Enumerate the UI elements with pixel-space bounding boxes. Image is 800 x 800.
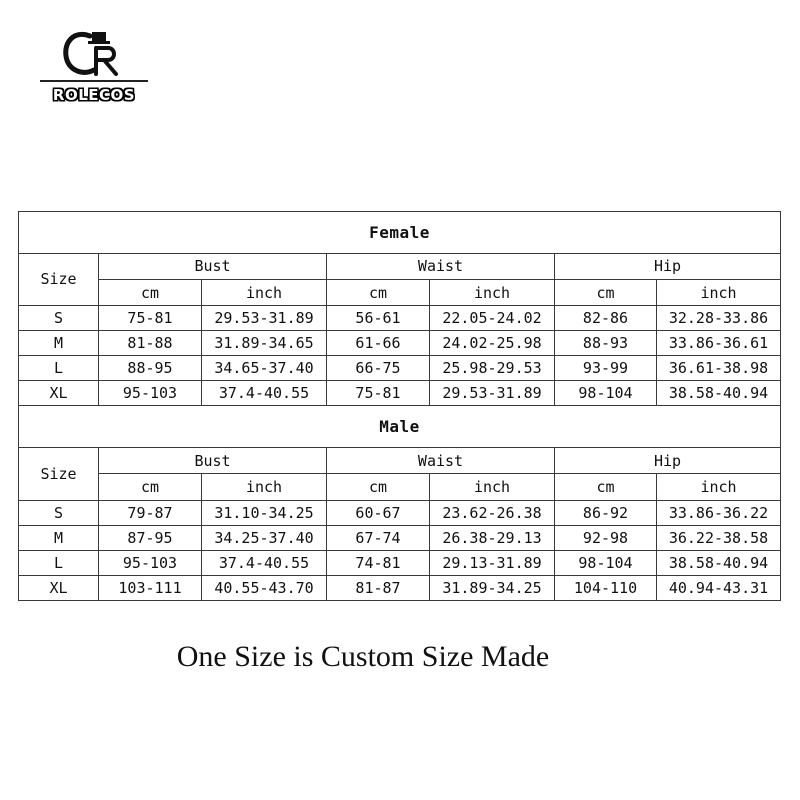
table-cell: 81-87: [327, 575, 430, 600]
table-cell: 87-95: [99, 525, 202, 550]
table-cell: 66-75: [327, 356, 430, 381]
table-cell: 95-103: [99, 550, 202, 575]
table-cell: 61-66: [327, 331, 430, 356]
group-header-bust: Bust: [99, 448, 327, 474]
table-cell: 82-86: [555, 306, 657, 331]
table-cell: 26.38-29.13: [430, 525, 555, 550]
table-cell: 92-98: [555, 525, 657, 550]
brand-logo: [38, 26, 150, 110]
table-cell: 34.25-37.40: [202, 525, 327, 550]
table-row: [19, 306, 781, 331]
table-cell: 38.58-40.94: [657, 550, 781, 575]
table-cell: 95-103: [99, 381, 202, 406]
table-cell: 40.55-43.70: [202, 575, 327, 600]
size-chart-table: [18, 211, 781, 601]
unit-header: inch: [430, 279, 555, 305]
unit-header: inch: [202, 279, 327, 305]
unit-header: cm: [99, 279, 202, 305]
table-cell: 75-81: [99, 306, 202, 331]
table-cell: 33.86-36.22: [657, 500, 781, 525]
table-row: [19, 575, 781, 600]
table-cell: 81-88: [99, 331, 202, 356]
size-cell: XL: [19, 381, 99, 406]
table-cell: 22.05-24.02: [430, 306, 555, 331]
table-cell: 29.53-31.89: [430, 381, 555, 406]
table-cell: 33.86-36.61: [657, 331, 781, 356]
unit-header: cm: [327, 474, 430, 500]
table-cell: 37.4-40.55: [202, 381, 327, 406]
table-cell: 88-95: [99, 356, 202, 381]
table-cell: 38.58-40.94: [657, 381, 781, 406]
table-cell: 98-104: [555, 550, 657, 575]
group-header-bust: Bust: [99, 253, 327, 279]
unit-header: cm: [327, 279, 430, 305]
unit-header: cm: [99, 474, 202, 500]
table-cell: 88-93: [555, 331, 657, 356]
table-cell: 67-74: [327, 525, 430, 550]
table-cell: 32.28-33.86: [657, 306, 781, 331]
table-cell: 104-110: [555, 575, 657, 600]
size-cell: M: [19, 525, 99, 550]
table-row: [19, 331, 781, 356]
size-cell: L: [19, 550, 99, 575]
size-cell: XL: [19, 575, 99, 600]
unit-header: cm: [555, 279, 657, 305]
size-cell: L: [19, 356, 99, 381]
size-cell: M: [19, 331, 99, 356]
table-row: [19, 525, 781, 550]
unit-header: inch: [657, 474, 781, 500]
rolecos-emblem-icon: [38, 26, 150, 82]
unit-header: inch: [430, 474, 555, 500]
table-cell: 75-81: [327, 381, 430, 406]
logo-divider: [40, 80, 148, 82]
logo-wordmark: ROLECOS: [52, 86, 136, 104]
table-cell: 56-61: [327, 306, 430, 331]
unit-header: inch: [657, 279, 781, 305]
table-row: [19, 500, 781, 525]
size-header: Size: [19, 448, 99, 500]
size-header: Size: [19, 253, 99, 305]
table-cell: 36.22-38.58: [657, 525, 781, 550]
size-cell: S: [19, 500, 99, 525]
table-cell: 29.13-31.89: [430, 550, 555, 575]
table-cell: 60-67: [327, 500, 430, 525]
table-cell: 31.89-34.25: [430, 575, 555, 600]
size-cell: S: [19, 306, 99, 331]
section-title-male: Male: [19, 406, 781, 448]
table-cell: 103-111: [99, 575, 202, 600]
table-cell: 86-92: [555, 500, 657, 525]
table-cell: 29.53-31.89: [202, 306, 327, 331]
table-cell: 31.89-34.65: [202, 331, 327, 356]
table-cell: 24.02-25.98: [430, 331, 555, 356]
custom-size-caption: One Size is Custom Size Made: [176, 640, 550, 673]
table-cell: 37.4-40.55: [202, 550, 327, 575]
group-header-waist: Waist: [327, 253, 555, 279]
unit-header: cm: [555, 474, 657, 500]
table-cell: 93-99: [555, 356, 657, 381]
table-row: [19, 356, 781, 381]
table-cell: 98-104: [555, 381, 657, 406]
section-title-female: Female: [19, 212, 781, 254]
table-cell: 23.62-26.38: [430, 500, 555, 525]
table-cell: 79-87: [99, 500, 202, 525]
table-cell: 74-81: [327, 550, 430, 575]
table-row: [19, 550, 781, 575]
group-header-hip: Hip: [555, 448, 781, 474]
table-cell: 34.65-37.40: [202, 356, 327, 381]
unit-header: inch: [202, 474, 327, 500]
table-cell: 31.10-34.25: [202, 500, 327, 525]
table-cell: 25.98-29.53: [430, 356, 555, 381]
group-header-hip: Hip: [555, 253, 781, 279]
table-cell: 40.94-43.31: [657, 575, 781, 600]
table-cell: 36.61-38.98: [657, 356, 781, 381]
table-row: [19, 381, 781, 406]
group-header-waist: Waist: [327, 448, 555, 474]
